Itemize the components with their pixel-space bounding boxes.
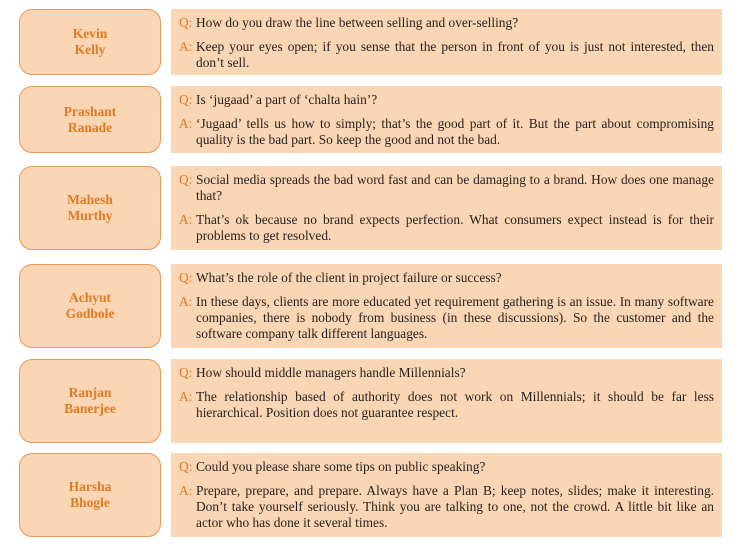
question-line — [179, 459, 714, 475]
speaker-last-name: Godbole — [65, 306, 115, 321]
speaker-first-name: Achyut — [68, 290, 111, 305]
question-text: How should middle managers handle Millennials? — [196, 365, 466, 380]
answer-text: That’s ok because no brand expects perfection. What consumers expect instead is for their problems to get resolved. — [196, 212, 714, 243]
answer-line — [179, 116, 714, 148]
speaker-name-box — [19, 453, 161, 537]
question-label: Q: — [179, 270, 193, 285]
question-line — [179, 15, 714, 31]
question-line — [179, 172, 714, 204]
speaker-name-box — [19, 359, 161, 443]
speaker-last-name: Bhogle — [70, 495, 110, 510]
qa-box — [171, 9, 722, 75]
question-text: How do you draw the line between selling and over-selling? — [196, 15, 519, 30]
question-line — [179, 92, 714, 108]
qa-box — [171, 359, 722, 443]
question-line — [179, 270, 714, 286]
question-label: Q: — [179, 92, 193, 107]
answer-line — [179, 39, 714, 71]
answer-label: A: — [179, 389, 193, 404]
qa-box — [171, 86, 722, 153]
answer-text: In these days, clients are more educated yet requirement gathering is an issue. In many software companies, there is nobody from business (in these discussions). So the customer and the software company talk different languages. — [196, 294, 714, 341]
qa-box — [171, 453, 722, 537]
speaker-first-name: Harsha — [68, 479, 112, 494]
answer-line — [179, 294, 714, 342]
answer-label: A: — [179, 294, 193, 309]
question-label: Q: — [179, 172, 193, 187]
answer-text: ‘Jugaad’ tells us how to simply; that’s the good part of it. But the part about compromising quality is the bad part. So keep the good and not the bad. — [196, 116, 714, 147]
speaker-first-name: Prashant — [63, 103, 117, 119]
speaker-name-box — [19, 264, 161, 348]
speaker-last-name: Murthy — [67, 208, 113, 223]
answer-label: A: — [179, 116, 193, 131]
speaker-last-name: Ranade — [67, 119, 113, 135]
answer-line — [179, 483, 714, 531]
question-line — [179, 365, 714, 381]
answer-line — [179, 389, 714, 421]
qa-box — [171, 166, 722, 250]
question-text: What’s the role of the client in project failure or success? — [196, 270, 502, 285]
answer-label: A: — [179, 212, 193, 227]
question-text: Could you please share some tips on public speaking? — [196, 459, 486, 474]
answer-text: The relationship based of authority does not work on Millennials; it should be far less hierarchical. Position does not guarantee respect. — [196, 389, 714, 420]
speaker-name-box — [19, 9, 161, 75]
question-text: Is ‘jugaad’ a part of ‘chalta hain’? — [196, 92, 378, 107]
speaker-first-name: Kevin — [72, 26, 108, 41]
question-label: Q: — [179, 365, 193, 380]
speaker-name-box — [19, 86, 161, 153]
speaker-first-name: Mahesh — [67, 192, 113, 207]
question-label: Q: — [179, 15, 193, 30]
answer-text: Prepare, prepare, and prepare. Always have a Plan B; keep notes, slides; make it interesting. Don’t take yourself seriously. Think you are talking to one, not the crowd. A little bit like an actor who has done it several times. — [196, 483, 714, 530]
answer-line — [179, 212, 714, 244]
answer-label: A: — [179, 483, 193, 498]
answer-label: A: — [179, 39, 193, 54]
speaker-first-name: Ranjan — [68, 385, 112, 400]
qa-box — [171, 264, 722, 348]
question-label: Q: — [179, 459, 193, 474]
question-text: Social media spreads the bad word fast and can be damaging to a brand. How does one manage that? — [196, 172, 714, 203]
speaker-last-name: Banerjee — [64, 401, 116, 416]
answer-text: Keep your eyes open; if you sense that the person in front of you is just not interested, then don’t sell. — [196, 39, 714, 70]
speaker-name-box — [19, 166, 161, 250]
speaker-last-name: Kelly — [74, 42, 106, 57]
